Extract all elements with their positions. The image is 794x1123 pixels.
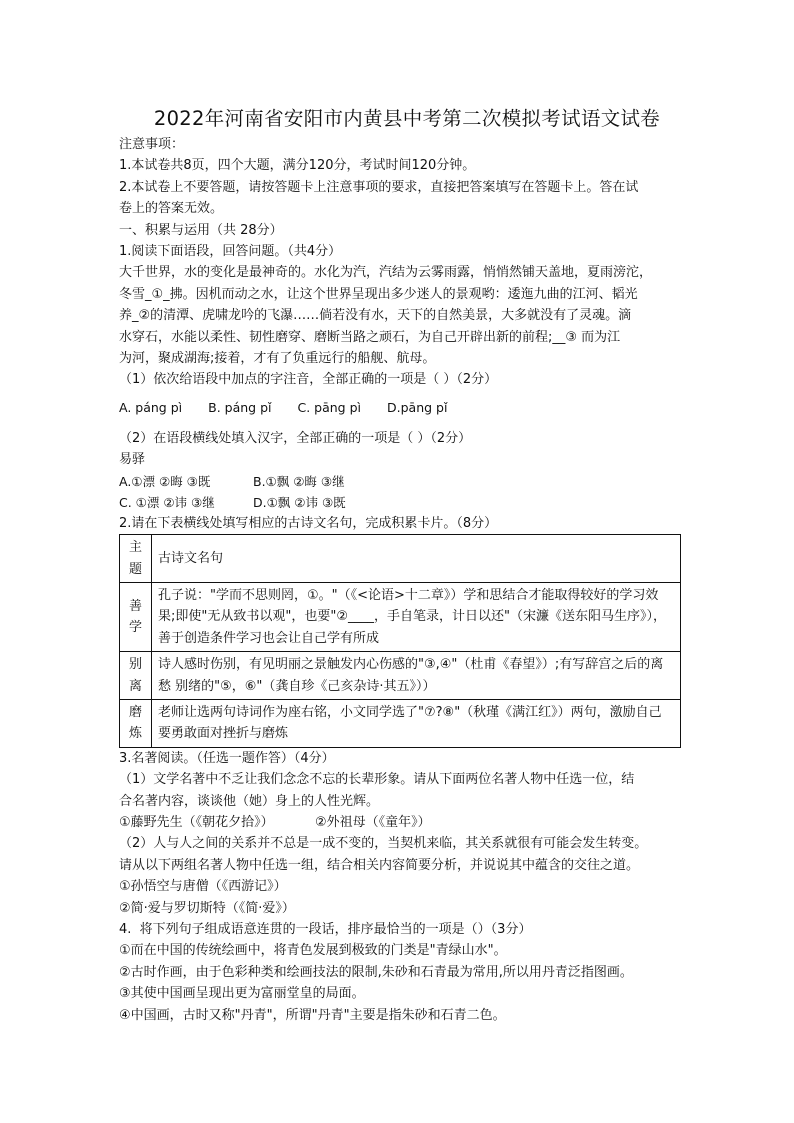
sub-question-1-options: [119, 397, 681, 418]
question-4-line: ②古时作画，由于色彩种类和绘画技法的限制,朱砂和石青最为常用,所以用丹青泛指图画。: [119, 964, 633, 980]
table-header-row: [120, 535, 681, 583]
option-b: B.①飘 ②晦 ③继: [253, 473, 345, 489]
notice-item: 2.本试卷上不要答题，请按答题卡上注意事项的要求，直接把答案填写在答题卡上。答在试: [119, 179, 639, 195]
header-content: 古诗文名句: [152, 535, 681, 583]
question-3-line: 合名著内容，谈谈他（她）身上的人性光辉。: [119, 793, 380, 809]
sub-question-2-options-row: [119, 492, 681, 513]
poetry-card-table: [119, 534, 681, 748]
passage-line: 为河，聚成湖海;接着，才有了负重远行的船舰、航母。: [119, 351, 436, 367]
question-4-line: ④中国画，古时又称"丹青"，所谓"丹青"主要是指朱砂和石青二色。: [119, 1007, 506, 1023]
notice-heading: 注意事项：: [119, 137, 185, 152]
passage-line: 水穿石，水能以柔性、韧性磨穿、磨断当路之顽石，为自己开辟出新的前程;__③ 而为江: [119, 329, 621, 345]
table-row: [120, 652, 681, 700]
sub-question-2-note: 易驿: [119, 452, 146, 468]
question-3-stem: 3.名著阅读。（任选一题作答）（4分）: [119, 750, 335, 766]
question-3-line: （2）人与人之间的关系并不总是一成不变的，当契机来临，其关系就很有可能会发生转变。: [119, 836, 648, 852]
option-c: C. pāng pì: [297, 399, 361, 415]
passage-line: 大千世界，水的变化是最神奇的。水化为汽，汽结为云雾雨露，悄悄然铺天盖地，夏雨滂沱，: [119, 265, 653, 281]
row-content: 诗人感时伤别，有见明丽之景触发内心伤感的"③,④"（杜甫《春望》）;有写辞宫之后的离愁 别绪的"⑤，⑥"（龚自珍《己亥杂诗·其五》））: [152, 652, 681, 700]
question-4-line: ①而在中国的传统绘画中，将青色发展到极致的门类是"青绿山水"。: [119, 943, 507, 959]
row-content: 老师让选两句诗词作为座右铭，小文同学选了"⑦?⑧"（秋瑾《满江红》）两句，激励自己要勇敢面对挫折与磨炼: [152, 699, 681, 747]
option-a: A. páng pì: [119, 399, 183, 415]
passage-line: 冬雪_①_拂。因机而动之水，让这个世界呈现出多少迷人的景观哟：逶迤九曲的江河、韬光: [119, 286, 638, 302]
sub-question-2: （2）在语段横线处填入汉字，全部正确的一项是（ ）（2分）: [119, 430, 472, 446]
question-3-line: （1）文学名著中不乏让我们念念不忘的长辈形象。请从下面两位名著人物中任选一位，结: [119, 772, 635, 788]
option-d: D.①飘 ②讳 ③既: [253, 494, 346, 510]
exam-title: 2022年河南省安阳市内黄县中考第二次模拟考试语文试卷: [153, 107, 661, 130]
question-3-line: 请从以下两组名著人物中任选一组，结合相关内容简要分析，并说说其中蕴含的交往之道。: [119, 857, 640, 873]
notice-item: 卷上的答案无效。: [119, 201, 224, 217]
row-theme: 别离: [120, 652, 152, 700]
sub-question-1: （1）依次给语段中加点的字注音，全部正确的一项是（ ）（2分）: [119, 372, 498, 388]
option-c: C. ①漂 ②讳 ③继: [119, 494, 215, 510]
section-heading: 一、积累与运用（共 28分）: [119, 222, 283, 238]
question-4-stem: 4. 将下列句子组成语意连贯的一段话，排序最恰当的一项是（）（3分）: [119, 922, 532, 937]
notice-item: 1.本试卷共8页，四个大题，满分120分，考试时间120分钟。: [119, 158, 476, 174]
question-3-line: ②简·爱与罗切斯特（《简·爱》）: [119, 900, 295, 916]
question-4-line: ③其使中国画呈现出更为富丽堂皇的局面。: [119, 986, 365, 1002]
question-1-stem: 1.阅读下面语段，回答问题。（共4分）: [119, 244, 342, 260]
question-3-line: ①孙悟空与唐僧（《西游记》）: [119, 879, 287, 895]
question-2-stem: 2.请在下表横线处填写相应的古诗文名句，完成积累卡片。（8分）: [119, 515, 498, 531]
row-content: 孔子说："学而不思则罔，①。"（《<论语>十二章》）学和思结合才能取得较好的学习效果;即使"无从致书以观"，也要"②____，手自笔录，计日以还"（宋濂《送东阳马生序》），善于创造条件学习也会让自己学有所成: [152, 582, 681, 651]
option-b: B. páng pǐ: [208, 399, 272, 415]
exam-page: [119, 104, 681, 1026]
option-d: D.pāng pǐ: [387, 399, 448, 415]
row-theme: 磨炼: [120, 699, 152, 747]
table-row: [120, 699, 681, 747]
passage-line: 养_②的清潭、虎啸龙吟的飞瀑……倘若没有水，天下的自然美景，大多就没有了灵魂。滴: [119, 308, 632, 324]
header-theme: 主题: [120, 535, 152, 583]
table-row: [120, 582, 681, 651]
sub-question-2-options-row: [119, 471, 681, 492]
question-3-line: ①藤野先生（《朝花夕拾》） ②外祖母（《童年》）: [119, 814, 431, 830]
option-a: A.①漂 ②晦 ③既: [119, 473, 211, 489]
row-theme: 善学: [120, 582, 152, 651]
